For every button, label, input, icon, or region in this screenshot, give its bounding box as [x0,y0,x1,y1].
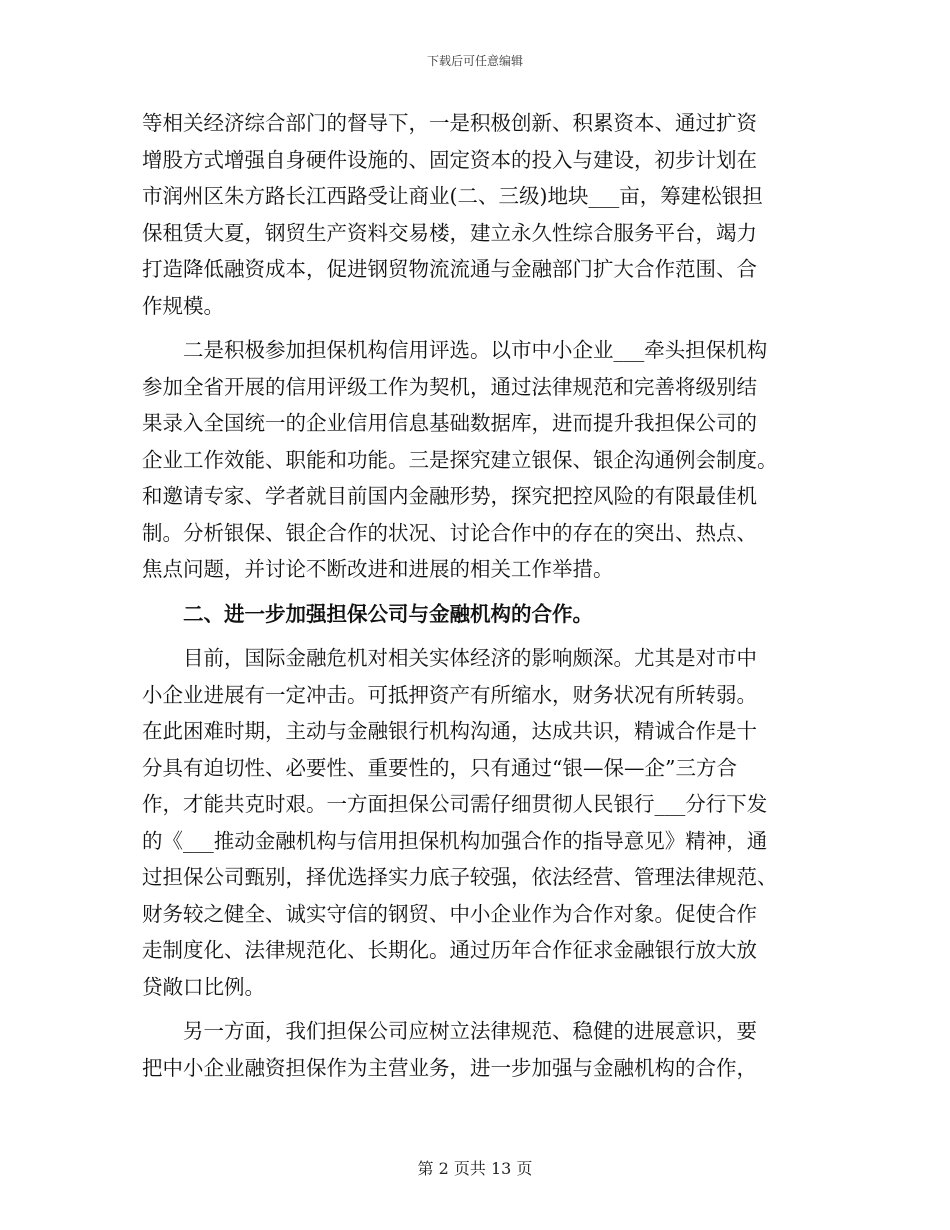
text-line: 作规模。 [142,293,224,318]
text-line: 参加全省开展的信用评级工作为契机，通过法律规范和完善将级别结 [142,374,757,399]
heading-line: 二、进一步加强担保公司与金融机构的合作。 [142,601,593,626]
document-body [142,105,812,1086]
text-line: 过担保公司甄别，择优选择实力底子较强，依法经营、管理法律规范、 [142,865,778,889]
paragraph [142,332,812,588]
paragraph [142,105,812,324]
text-line: 焦点问题，并讨论不断改进和进展的相关工作举措。 [142,557,614,581]
text-line: 财务较之健全、诚实守信的钢贸、中小企业作为合作对象。促使合作 [142,901,757,926]
text-line: 保租赁大夏，钢贸生产资料交易楼，建立永久性综合服务平台，竭力 [142,220,757,245]
text-line: 打造降低融资成本，促进钢贸物流流通与金融部门扩大合作范围、合 [142,257,757,281]
text-line: 制。分析银保、银企合作的状况、讨论合作中的存在的突出、热点、 [142,520,757,545]
text-line: 市润州区朱方路长江西路受让商业(二、三级)地块___亩，筹建松银担 [142,184,763,208]
text-line: 果录入全国统一的企业信用信息基础数据库，进而提升我担保公司的 [142,411,757,435]
text-line: 二是积极参加担保机构信用评选。以市中小企业___牵头担保机构 [142,338,768,362]
text-line: 作，才能共克时艰。一方面担保公司需仔细贯彻人民银行___分行下发 [142,792,768,816]
text-line: 分具有迫切性、必要性、重要性的，只有通过“银—保—企”三方合 [142,755,737,780]
text-line: 的《___推动金融机构与信用担保机构加强合作的指导意见》精神，通 [142,828,768,853]
text-line: 走制度化、法律规范化、长期化。通过历年合作征求金融银行放大放 [142,938,757,962]
text-line: 目前，国际金融危机对相关实体经济的影响颇深。尤其是对市中 [142,646,757,670]
text-line: 另一方面，我们担保公司应树立法律规范、稳健的进展意识，要 [142,1019,757,1043]
text-line: 企业工作效能、职能和功能。三是探究建立银保、银企沟通例会制度。 [142,447,778,472]
text-line: 在此困难时期，主动与金融银行机构沟通，达成共识，精诚合作是十 [142,719,757,743]
text-line: 小企业进展有一定冲击。可抵押资产有所缩水，财务状况有所转弱。 [142,682,757,707]
page-footer: 第 2 页共 13 页 [417,1159,533,1178]
text-line: 和邀请专家、学者就目前国内金融形势，探究把控风险的有限最佳机 [142,484,757,508]
section-heading [142,596,812,633]
text-line: 贷敞口比例。 [142,974,265,999]
paragraph [142,1013,812,1086]
text-line: 把中小企业融资担保作为主营业务，进一步加强与金融机构的合作， [142,1055,757,1080]
text-line: 增股方式增强自身硬件设施的、固定资本的投入与建设，初步计划在 [142,147,757,172]
text-line: 等相关经济综合部门的督导下，一是积极创新、积累资本、通过扩资 [142,111,757,135]
paragraph [142,640,812,1005]
page-header: 下载后可任意编辑 [426,54,523,68]
